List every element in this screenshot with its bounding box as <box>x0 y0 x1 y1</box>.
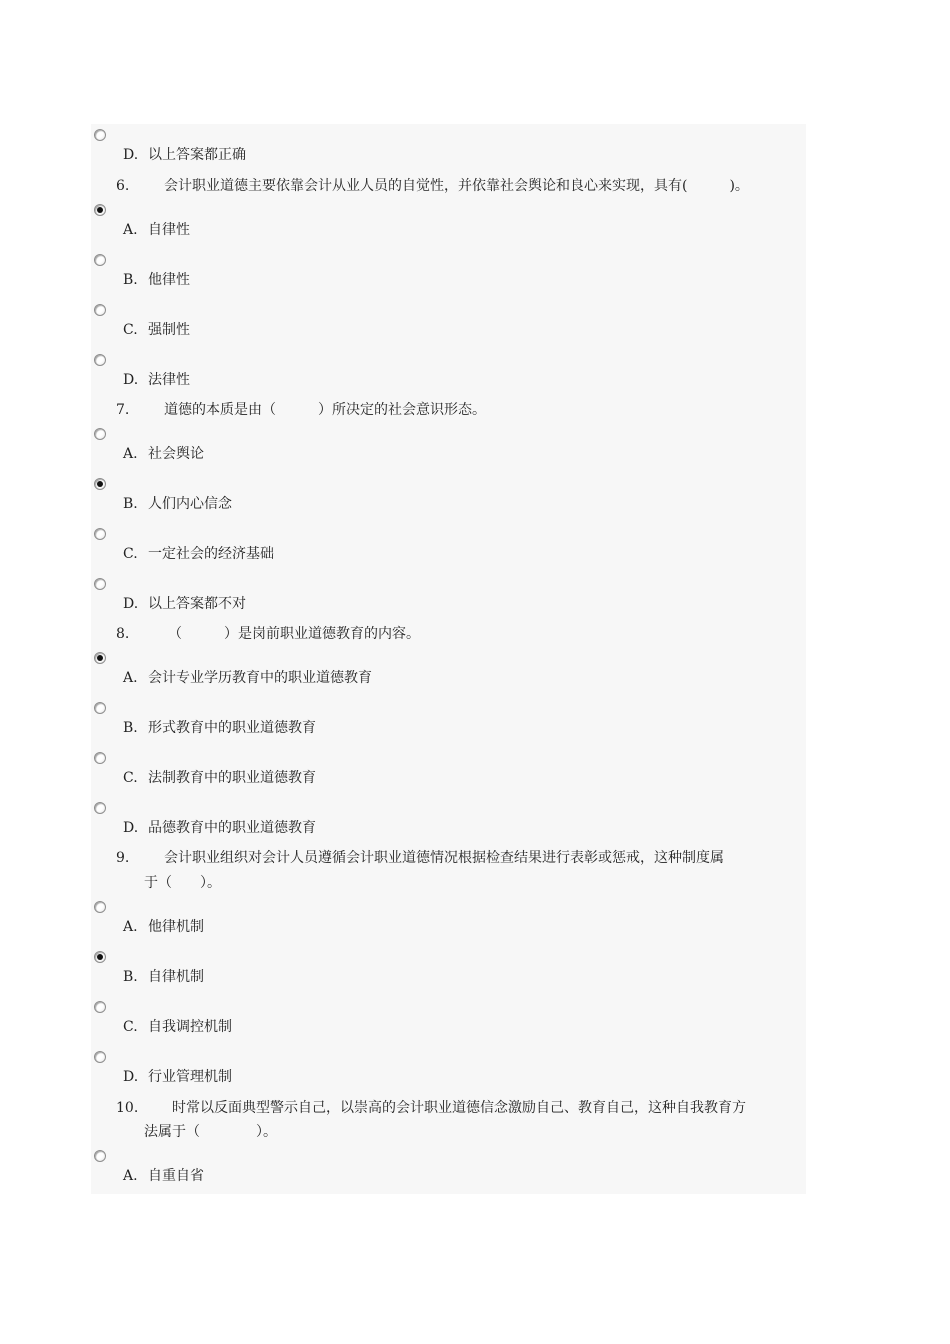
question-text: 会计职业组织对会计人员遵循会计职业道德情况根据检查结果进行表彰或惩戒，这种制度属 <box>164 850 724 866</box>
option-letter: A. <box>123 670 138 686</box>
question-text: 道德的本质是由（ ）所决定的社会意识形态。 <box>164 402 486 418</box>
option-text: 人们内心信念 <box>148 496 232 512</box>
option-radio[interactable] <box>94 802 106 814</box>
option-text: 自重自省 <box>148 1168 204 1184</box>
option-text: 他律性 <box>148 272 190 288</box>
option-text: 法制教育中的职业道德教育 <box>148 770 316 786</box>
option-radio[interactable] <box>94 1001 106 1013</box>
question-number: 8. <box>116 626 130 642</box>
question-text: 时常以反面典型警示自己，以崇高的会计职业道德信念激励自己、教育自己，这种自我教育方 <box>172 1100 746 1116</box>
option-letter: C. <box>123 770 138 786</box>
option-text: 自律机制 <box>148 969 204 985</box>
option-letter: A. <box>123 222 138 238</box>
option-radio[interactable] <box>94 1051 106 1063</box>
option-letter: D. <box>123 1069 139 1085</box>
option-radio[interactable] <box>94 702 106 714</box>
option-radio[interactable] <box>94 129 106 141</box>
option-letter: A. <box>123 446 138 462</box>
option-radio[interactable] <box>94 652 106 664</box>
option-letter: B. <box>123 496 138 512</box>
option-text: 自我调控机制 <box>148 1019 232 1035</box>
question-number: 10. <box>116 1100 139 1116</box>
option-letter: B. <box>123 272 138 288</box>
option-radio[interactable] <box>94 254 106 266</box>
question-10-continuation <box>144 1122 277 1142</box>
option-radio[interactable] <box>94 528 106 540</box>
option-radio[interactable] <box>94 354 106 366</box>
option-radio[interactable] <box>94 901 106 913</box>
option-radio[interactable] <box>94 204 106 216</box>
option-text: 形式教育中的职业道德教育 <box>148 720 316 736</box>
option-letter: C. <box>123 1019 138 1035</box>
option-text: 他律机制 <box>148 919 204 935</box>
option-text: 会计专业学历教育中的职业道德教育 <box>148 670 372 686</box>
option-radio[interactable] <box>94 428 106 440</box>
option-text: 法律性 <box>148 372 190 388</box>
option-letter: A. <box>123 919 138 935</box>
question-text: 法属于（ ）。 <box>144 1124 277 1140</box>
option-letter: D. <box>123 147 139 163</box>
option-radio[interactable] <box>94 1150 106 1162</box>
option-text: 自律性 <box>148 222 190 238</box>
question-text: （ ）是岗前职业道德教育的内容。 <box>168 626 420 642</box>
option-text: 社会舆论 <box>148 446 204 462</box>
question-number: 7. <box>116 402 130 418</box>
option-letter: B. <box>123 720 138 736</box>
option-radio[interactable] <box>94 752 106 764</box>
option-radio[interactable] <box>94 578 106 590</box>
option-letter: A. <box>123 1168 138 1184</box>
question-number: 9. <box>116 850 130 866</box>
option-letter: D. <box>123 596 139 612</box>
question-9-continuation <box>144 873 221 893</box>
option-letter: B. <box>123 969 138 985</box>
option-text: 以上答案都正确 <box>148 147 246 163</box>
option-text: 强制性 <box>148 322 190 338</box>
question-text: 于（ ）。 <box>144 875 221 891</box>
question-text: 会计职业道德主要依靠会计从业人员的自觉性，并依靠社会舆论和良心来实现，具有( )。 <box>164 178 749 194</box>
option-radio[interactable] <box>94 304 106 316</box>
option-radio[interactable] <box>94 478 106 490</box>
option-text: 以上答案都不对 <box>148 596 246 612</box>
option-text: 一定社会的经济基础 <box>148 546 274 562</box>
option-radio[interactable] <box>94 951 106 963</box>
question-number: 6. <box>116 178 130 194</box>
option-text: 行业管理机制 <box>148 1069 232 1085</box>
option-letter: D. <box>123 372 139 388</box>
option-text: 品德教育中的职业道德教育 <box>148 820 316 836</box>
option-letter: C. <box>123 322 138 338</box>
option-letter: D. <box>123 820 139 836</box>
option-letter: C. <box>123 546 138 562</box>
